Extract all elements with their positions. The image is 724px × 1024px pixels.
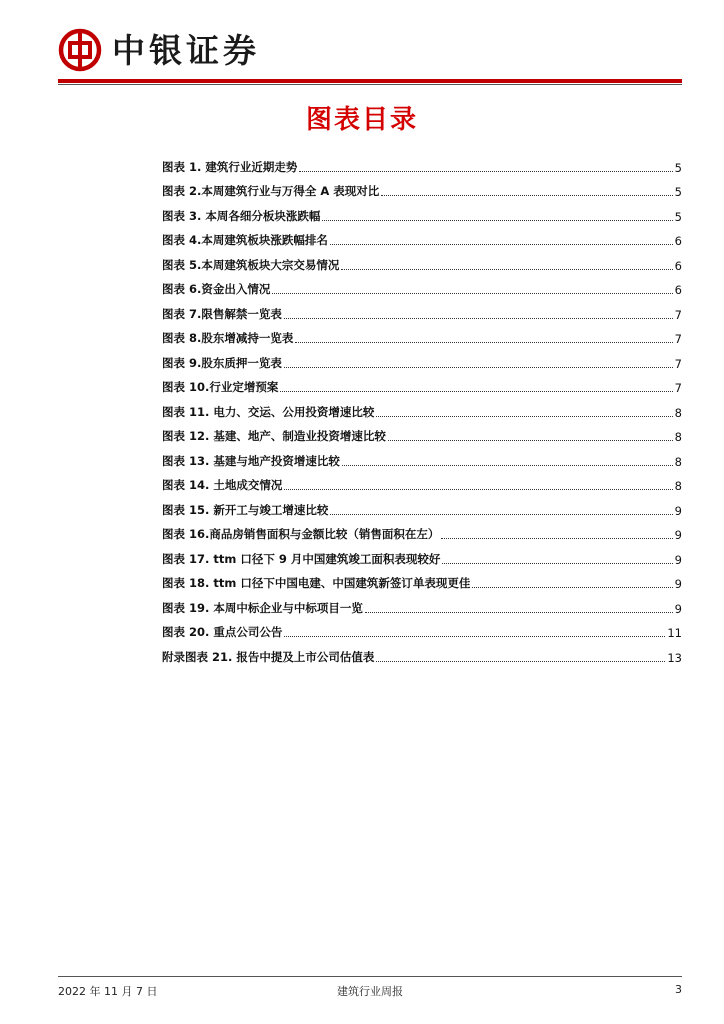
toc-dot-leader: [472, 586, 672, 588]
toc-dot-leader: [330, 243, 673, 245]
toc-entry-page[interactable]: 7: [674, 381, 682, 395]
toc-entry[interactable]: [162, 591, 682, 616]
toc-entry-page[interactable]: 8: [674, 405, 682, 420]
toc-entry-page[interactable]: 6: [674, 234, 682, 248]
toc-dot-leader: [299, 170, 672, 172]
toc-dot-leader: [284, 317, 673, 319]
toc-dot-leader: [365, 611, 673, 613]
toc-entry-page[interactable]: 6: [674, 283, 682, 297]
toc-entry-label[interactable]: 图表 7.限售解禁一览表: [162, 306, 282, 321]
toc-entry-label[interactable]: 图表 15. 新开工与竣工增速比较: [162, 502, 329, 517]
toc-entry[interactable]: [162, 175, 682, 200]
toc-entry-page[interactable]: 7: [674, 307, 682, 322]
toc-entry[interactable]: [162, 616, 682, 641]
toc-list: [162, 150, 682, 665]
toc-entry-page[interactable]: 9: [674, 528, 682, 542]
toc-entry-page[interactable]: 7: [674, 332, 682, 346]
toc-entry-label[interactable]: 图表 20. 重点公司公告: [162, 625, 283, 639]
toc-entry-page[interactable]: 8: [674, 479, 682, 493]
toc-entry-label[interactable]: 图表 14. 土地成交情况: [162, 478, 283, 492]
toc-entry-label[interactable]: 图表 4.本周建筑板块涨跌幅排名: [162, 233, 328, 247]
toc-entry-label[interactable]: 图表 9.股东质押一览表: [162, 355, 282, 370]
toc-entry-label[interactable]: 图表 17. ttm 口径下 9 月中国建筑竣工面积表现较好: [162, 551, 441, 566]
toc-dot-leader: [381, 194, 672, 196]
toc-dot-leader: [295, 341, 672, 343]
toc-dot-leader: [330, 513, 672, 515]
toc-dot-leader: [341, 268, 672, 270]
toc-entry[interactable]: [162, 371, 682, 396]
toc-entry-label[interactable]: 图表 16.商品房销售面积与金额比较（销售面积在左）: [162, 527, 440, 541]
toc-entry[interactable]: [162, 150, 682, 175]
toc-entry-label[interactable]: 图表 1. 建筑行业近期走势: [162, 159, 298, 174]
toc-dot-leader: [442, 562, 672, 564]
toc-entry[interactable]: [162, 297, 682, 322]
toc-entry-page[interactable]: 5: [674, 160, 682, 175]
toc-entry[interactable]: [162, 395, 682, 420]
footer-date: 2022 年 11 月 7 日: [58, 985, 158, 998]
toc-entry[interactable]: [162, 322, 682, 347]
toc-entry-label[interactable]: 图表 12. 基建、地产、制造业投资增速比较: [162, 429, 386, 443]
toc-entry-label[interactable]: 附录图表 21. 报告中提及上市公司估值表: [162, 649, 375, 664]
toc-entry-page[interactable]: 13: [667, 650, 682, 665]
toc-title: 图表目录: [305, 105, 418, 135]
toc-entry[interactable]: [162, 248, 682, 273]
toc-entry-label[interactable]: 图表 10.行业定增预案: [162, 380, 279, 394]
toc-entry-page[interactable]: 9: [674, 503, 682, 518]
toc-entry-label[interactable]: 图表 11. 电力、交运、公用投资增速比较: [162, 404, 375, 419]
toc-entry[interactable]: [162, 273, 682, 298]
toc-dot-leader: [322, 219, 672, 221]
toc-entry-page[interactable]: 8: [674, 454, 682, 469]
toc-entry-label[interactable]: 图表 19. 本周中标企业与中标项目一览: [162, 600, 363, 615]
toc-entry[interactable]: [162, 469, 682, 494]
toc-dot-leader: [342, 464, 673, 466]
page-footer: [58, 983, 682, 999]
toc-dot-leader: [284, 635, 665, 637]
toc-entry-page[interactable]: 9: [674, 552, 682, 567]
toc-entry-page[interactable]: 11: [667, 626, 682, 640]
header-thin-rule: [58, 84, 682, 85]
toc-dot-leader: [388, 439, 673, 441]
toc-entry[interactable]: [162, 518, 682, 543]
toc-entry[interactable]: [162, 224, 682, 249]
toc-entry[interactable]: [162, 199, 682, 224]
footer-report-name: 建筑行业周报: [337, 985, 403, 998]
toc-entry[interactable]: [162, 567, 682, 592]
footer-page-number: 3: [675, 983, 682, 996]
toc-entry[interactable]: [162, 444, 682, 469]
toc-entry-label[interactable]: 图表 3. 本周各细分板块涨跌幅: [162, 208, 321, 223]
toc-entry[interactable]: [162, 640, 682, 665]
toc-dot-leader: [441, 537, 672, 539]
toc-dot-leader: [272, 292, 672, 294]
bank-of-china-logo-icon: [58, 28, 102, 72]
toc-dot-leader: [284, 366, 673, 368]
toc-entry-label[interactable]: 图表 13. 基建与地产投资增速比较: [162, 453, 340, 468]
toc-dot-leader: [376, 660, 665, 662]
toc-entry[interactable]: [162, 420, 682, 445]
brand-name: 中银证券: [112, 31, 260, 70]
toc-entry[interactable]: [162, 493, 682, 518]
toc-dot-leader: [284, 488, 672, 490]
toc-entry-label[interactable]: 图表 2.本周建筑行业与万得全 A 表现对比: [162, 184, 380, 198]
toc-entry[interactable]: [162, 542, 682, 567]
toc-entry[interactable]: [162, 346, 682, 371]
header-red-rule: [58, 79, 682, 83]
toc-entry-page[interactable]: 8: [674, 430, 682, 444]
footer-rule: [58, 976, 682, 977]
toc-dot-leader: [376, 415, 672, 417]
toc-entry-page[interactable]: 7: [674, 356, 682, 371]
toc-entry-page[interactable]: 9: [674, 577, 682, 591]
toc-entry-label[interactable]: 图表 6.资金出入情况: [162, 282, 271, 296]
toc-entry-label[interactable]: 图表 5.本周建筑板块大宗交易情况: [162, 257, 340, 272]
toc-entry-page[interactable]: 6: [674, 258, 682, 273]
toc-entry-label[interactable]: 图表 8.股东增减持一览表: [162, 331, 294, 345]
toc-entry-label[interactable]: 图表 18. ttm 口径下中国电建、中国建筑新签订单表现更佳: [162, 576, 471, 590]
toc-entry-page[interactable]: 5: [674, 209, 682, 224]
toc-dot-leader: [280, 390, 672, 392]
toc-entry-page[interactable]: 5: [674, 185, 682, 199]
toc-entry-page[interactable]: 9: [674, 601, 682, 616]
